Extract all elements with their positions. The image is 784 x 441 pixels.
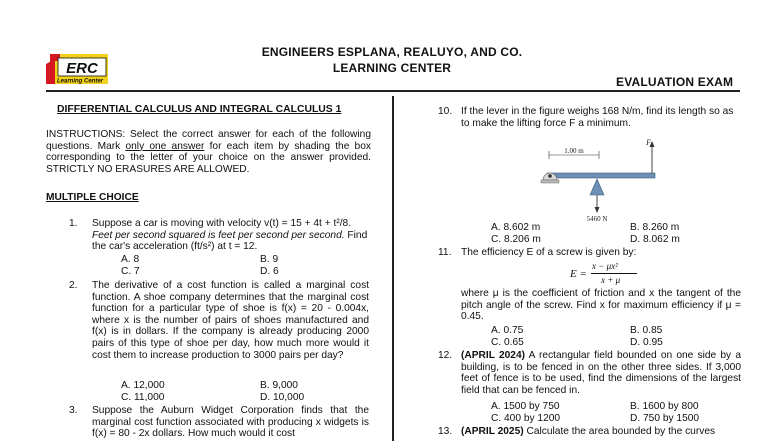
q1-choice-b[interactable]: B. 9 bbox=[260, 254, 279, 265]
q12-choice-a[interactable]: A. 1500 by 750 bbox=[491, 401, 560, 412]
q2-choice-b[interactable]: B. 9,000 bbox=[260, 380, 298, 391]
exam-title: EVALUATION EXAM bbox=[616, 75, 734, 89]
q2-choice-c[interactable]: C. 11,000 bbox=[121, 392, 165, 403]
q11-choice-b[interactable]: B. 0.85 bbox=[630, 325, 663, 336]
q12-text bbox=[461, 350, 741, 396]
logo-subtext: Learning Center bbox=[56, 78, 104, 85]
dimension-label: 1.00 m bbox=[564, 147, 584, 155]
q13-text bbox=[461, 426, 741, 438]
section-title: MULTIPLE CHOICE bbox=[46, 192, 139, 203]
q10-choice-c[interactable]: C. 8.206 m bbox=[491, 234, 541, 245]
q2-number: 2. bbox=[69, 280, 78, 291]
center-name: LEARNING CENTER bbox=[332, 61, 452, 75]
q3-number: 3. bbox=[69, 405, 78, 416]
header-divider bbox=[46, 90, 740, 92]
q11-choice-d[interactable]: D. 0.95 bbox=[630, 337, 663, 348]
formula-numerator: x − μx² bbox=[592, 261, 618, 271]
load-triangle bbox=[590, 179, 604, 195]
q2-choice-d[interactable]: D. 10,000 bbox=[260, 392, 305, 403]
q11-choice-a[interactable]: A. 0.75 bbox=[491, 325, 524, 336]
q11-number: 11. bbox=[438, 247, 452, 258]
instructions bbox=[46, 129, 371, 175]
q10-choice-b[interactable]: B. 8.260 m bbox=[630, 222, 680, 233]
instructions-part-1: INSTRUCTIONS: Select the correct answer for each of the following questions. Mark bbox=[46, 129, 371, 152]
q12-tag: (APRIL 2024) bbox=[461, 350, 525, 361]
efficiency-formula bbox=[570, 262, 650, 290]
q10-text: If the lever in the figure weighs 168 N/m, find its length so as to make the lifting force F a minimum. bbox=[461, 106, 734, 129]
q12-choice-d[interactable]: D. 750 by 1500 bbox=[630, 413, 700, 424]
q12-choice-c[interactable]: C. 400 by 1200 bbox=[491, 413, 561, 424]
instructions-emphasis: only one answer bbox=[125, 140, 205, 152]
column-divider bbox=[392, 96, 394, 441]
q1-text bbox=[92, 218, 374, 253]
q12-choice-b[interactable]: B. 1600 by 800 bbox=[630, 401, 699, 412]
q1-number: 1. bbox=[69, 218, 78, 229]
fraction-bar bbox=[591, 273, 637, 274]
q10-number: 10. bbox=[438, 106, 453, 117]
force-label: F bbox=[646, 138, 651, 147]
q10-choice-d[interactable]: D. 8.062 m bbox=[630, 234, 680, 245]
instructions-part-2: for each item by shading the box corresponding to the letter of your choice on the answer provided. STRICTLY NO ERASURES ARE ALLOWED. bbox=[46, 140, 371, 175]
company-name: ENGINEERS ESPLANA, REALUYO, AND CO. bbox=[261, 45, 523, 59]
lever-bar bbox=[547, 173, 655, 178]
q1-choice-d[interactable]: D. 6 bbox=[260, 266, 279, 277]
q13-tag: (APRIL 2025) bbox=[461, 426, 524, 437]
q1-choice-a[interactable]: A. 8 bbox=[121, 254, 140, 265]
formula-lhs: E = bbox=[570, 268, 587, 280]
q2-text: The derivative of a cost function is called a marginal cost function. A shoe company determines that the marginal cost function for a particular type of shoe is f(x) = 20 - 0.004x, where x is the number of pairs of shoes manufactured and f(x) is in dollars. If the company is already producing 2000 pairs of this type of shoe per day, how much more would it cost them to increase production to 3000 pairs per day? bbox=[92, 280, 369, 361]
subject-title: DIFFERENTIAL CALCULUS AND INTEGRAL CALCULUS 1 bbox=[57, 104, 342, 115]
q3-text: Suppose the Auburn Widget Corporation finds that the marginal cost function associated with producing x widgets is f(x) = 80 - 2x dollars. How much would it cost bbox=[92, 405, 369, 440]
formula-denominator: x + μ bbox=[601, 275, 621, 285]
q12-number: 12. bbox=[438, 350, 453, 361]
q1-choice-c[interactable]: C. 7 bbox=[121, 266, 140, 277]
q10-choice-a[interactable]: A. 8.602 m bbox=[491, 222, 541, 233]
q11-choice-c[interactable]: C. 0.65 bbox=[491, 337, 524, 348]
q2-choice-a[interactable]: A. 12,000 bbox=[121, 380, 165, 391]
q1-text-a: Suppose a car is moving with velocity v(t) = 15 + 4t + t²/8. bbox=[92, 218, 352, 229]
q12-body: A rectangular field bounded on one side by a building, is to be fenced in on the other three sides. If 3,000 feet of fence is to be used, find the dimensions of the largest field that can be fenced in. bbox=[461, 350, 741, 396]
q1-text-italic: Feet per second squared is feet per second per second. bbox=[92, 229, 345, 241]
q11-text: The efficiency E of a screw is given by: bbox=[461, 247, 637, 258]
logo-text: ERC bbox=[66, 60, 98, 77]
q13-number: 13. bbox=[438, 426, 453, 437]
q13-body: Calculate the area bounded by the curves bbox=[523, 426, 716, 437]
load-label: 5460 N bbox=[586, 215, 608, 223]
q11-text-after: where μ is the coefficient of friction and x the tangent of the pitch angle of the screw. Find x for maximum efficiency if μ = 0.45. bbox=[461, 288, 741, 323]
q1-text-c: Find the car's acceleration (ft/s²) at t = 12. bbox=[92, 229, 368, 253]
lever-figure bbox=[535, 138, 665, 224]
